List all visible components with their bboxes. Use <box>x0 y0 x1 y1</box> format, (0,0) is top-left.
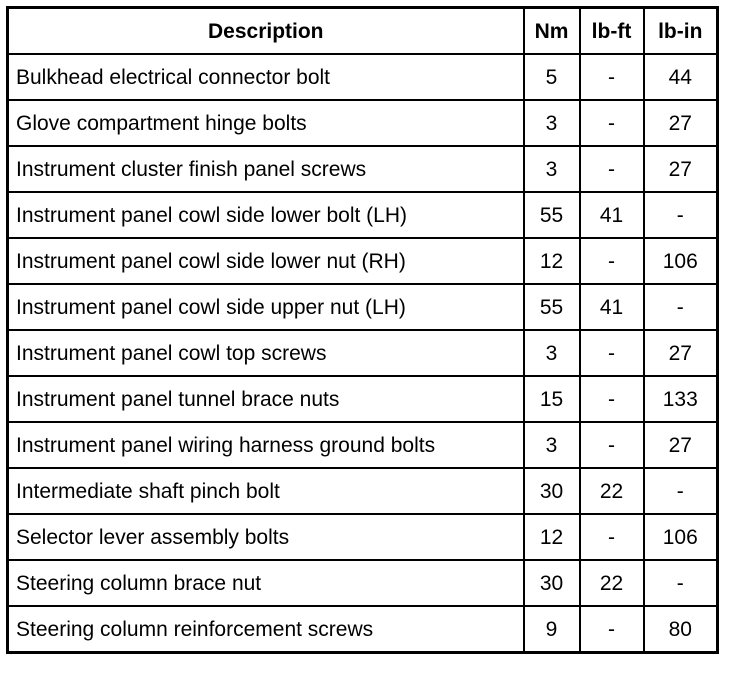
cell-lb-ft: 41 <box>580 284 644 330</box>
table-row <box>8 54 718 100</box>
cell-nm: 12 <box>524 514 580 560</box>
cell-lb-in: - <box>644 560 718 606</box>
table-row <box>8 330 718 376</box>
cell-description: Glove compartment hinge bolts <box>8 100 524 146</box>
cell-description: Intermediate shaft pinch bolt <box>8 468 524 514</box>
cell-nm: 12 <box>524 238 580 284</box>
header-lb-in: lb-in <box>644 8 718 55</box>
cell-nm: 30 <box>524 560 580 606</box>
cell-nm: 55 <box>524 284 580 330</box>
cell-lb-in: 27 <box>644 100 718 146</box>
cell-description: Instrument panel wiring harness ground bolts <box>8 422 524 468</box>
cell-description: Steering column reinforcement screws <box>8 606 524 653</box>
table-row <box>8 100 718 146</box>
cell-nm: 55 <box>524 192 580 238</box>
cell-nm: 30 <box>524 468 580 514</box>
cell-lb-in: - <box>644 468 718 514</box>
cell-lb-ft: 22 <box>580 560 644 606</box>
cell-nm: 3 <box>524 100 580 146</box>
cell-description: Bulkhead electrical connector bolt <box>8 54 524 100</box>
table-row <box>8 468 718 514</box>
cell-lb-ft: 41 <box>580 192 644 238</box>
cell-lb-in: 80 <box>644 606 718 653</box>
cell-lb-in: 44 <box>644 54 718 100</box>
cell-lb-in: 27 <box>644 146 718 192</box>
table-row <box>8 422 718 468</box>
cell-nm: 3 <box>524 146 580 192</box>
cell-nm: 3 <box>524 422 580 468</box>
cell-lb-ft: - <box>580 514 644 560</box>
cell-description: Instrument panel cowl side lower bolt (LH) <box>8 192 524 238</box>
cell-lb-ft: - <box>580 330 644 376</box>
cell-nm: 9 <box>524 606 580 653</box>
cell-description: Instrument panel cowl side lower nut (RH) <box>8 238 524 284</box>
cell-lb-ft: - <box>580 376 644 422</box>
cell-lb-ft: 22 <box>580 468 644 514</box>
cell-lb-in: 106 <box>644 238 718 284</box>
cell-nm: 5 <box>524 54 580 100</box>
cell-description: Instrument panel tunnel brace nuts <box>8 376 524 422</box>
cell-lb-ft: - <box>580 146 644 192</box>
torque-spec-table <box>6 6 719 654</box>
cell-lb-in: - <box>644 192 718 238</box>
cell-description: Instrument cluster finish panel screws <box>8 146 524 192</box>
header-description: Description <box>8 8 524 55</box>
table-row <box>8 514 718 560</box>
cell-lb-in: 27 <box>644 422 718 468</box>
header-nm: Nm <box>524 8 580 55</box>
cell-lb-in: 106 <box>644 514 718 560</box>
table-row <box>8 376 718 422</box>
cell-lb-ft: - <box>580 238 644 284</box>
table-row <box>8 560 718 606</box>
cell-lb-ft: - <box>580 54 644 100</box>
cell-lb-ft: - <box>580 100 644 146</box>
cell-lb-in: 133 <box>644 376 718 422</box>
cell-lb-ft: - <box>580 606 644 653</box>
table-row <box>8 284 718 330</box>
cell-description: Steering column brace nut <box>8 560 524 606</box>
cell-description: Instrument panel cowl top screws <box>8 330 524 376</box>
table-row <box>8 192 718 238</box>
cell-lb-in: - <box>644 284 718 330</box>
cell-nm: 15 <box>524 376 580 422</box>
table-row <box>8 146 718 192</box>
cell-description: Instrument panel cowl side upper nut (LH) <box>8 284 524 330</box>
cell-lb-ft: - <box>580 422 644 468</box>
cell-lb-in: 27 <box>644 330 718 376</box>
cell-nm: 3 <box>524 330 580 376</box>
header-lb-ft: lb-ft <box>580 8 644 55</box>
table-row <box>8 238 718 284</box>
header-row <box>8 8 718 55</box>
cell-description: Selector lever assembly bolts <box>8 514 524 560</box>
table-row <box>8 606 718 653</box>
